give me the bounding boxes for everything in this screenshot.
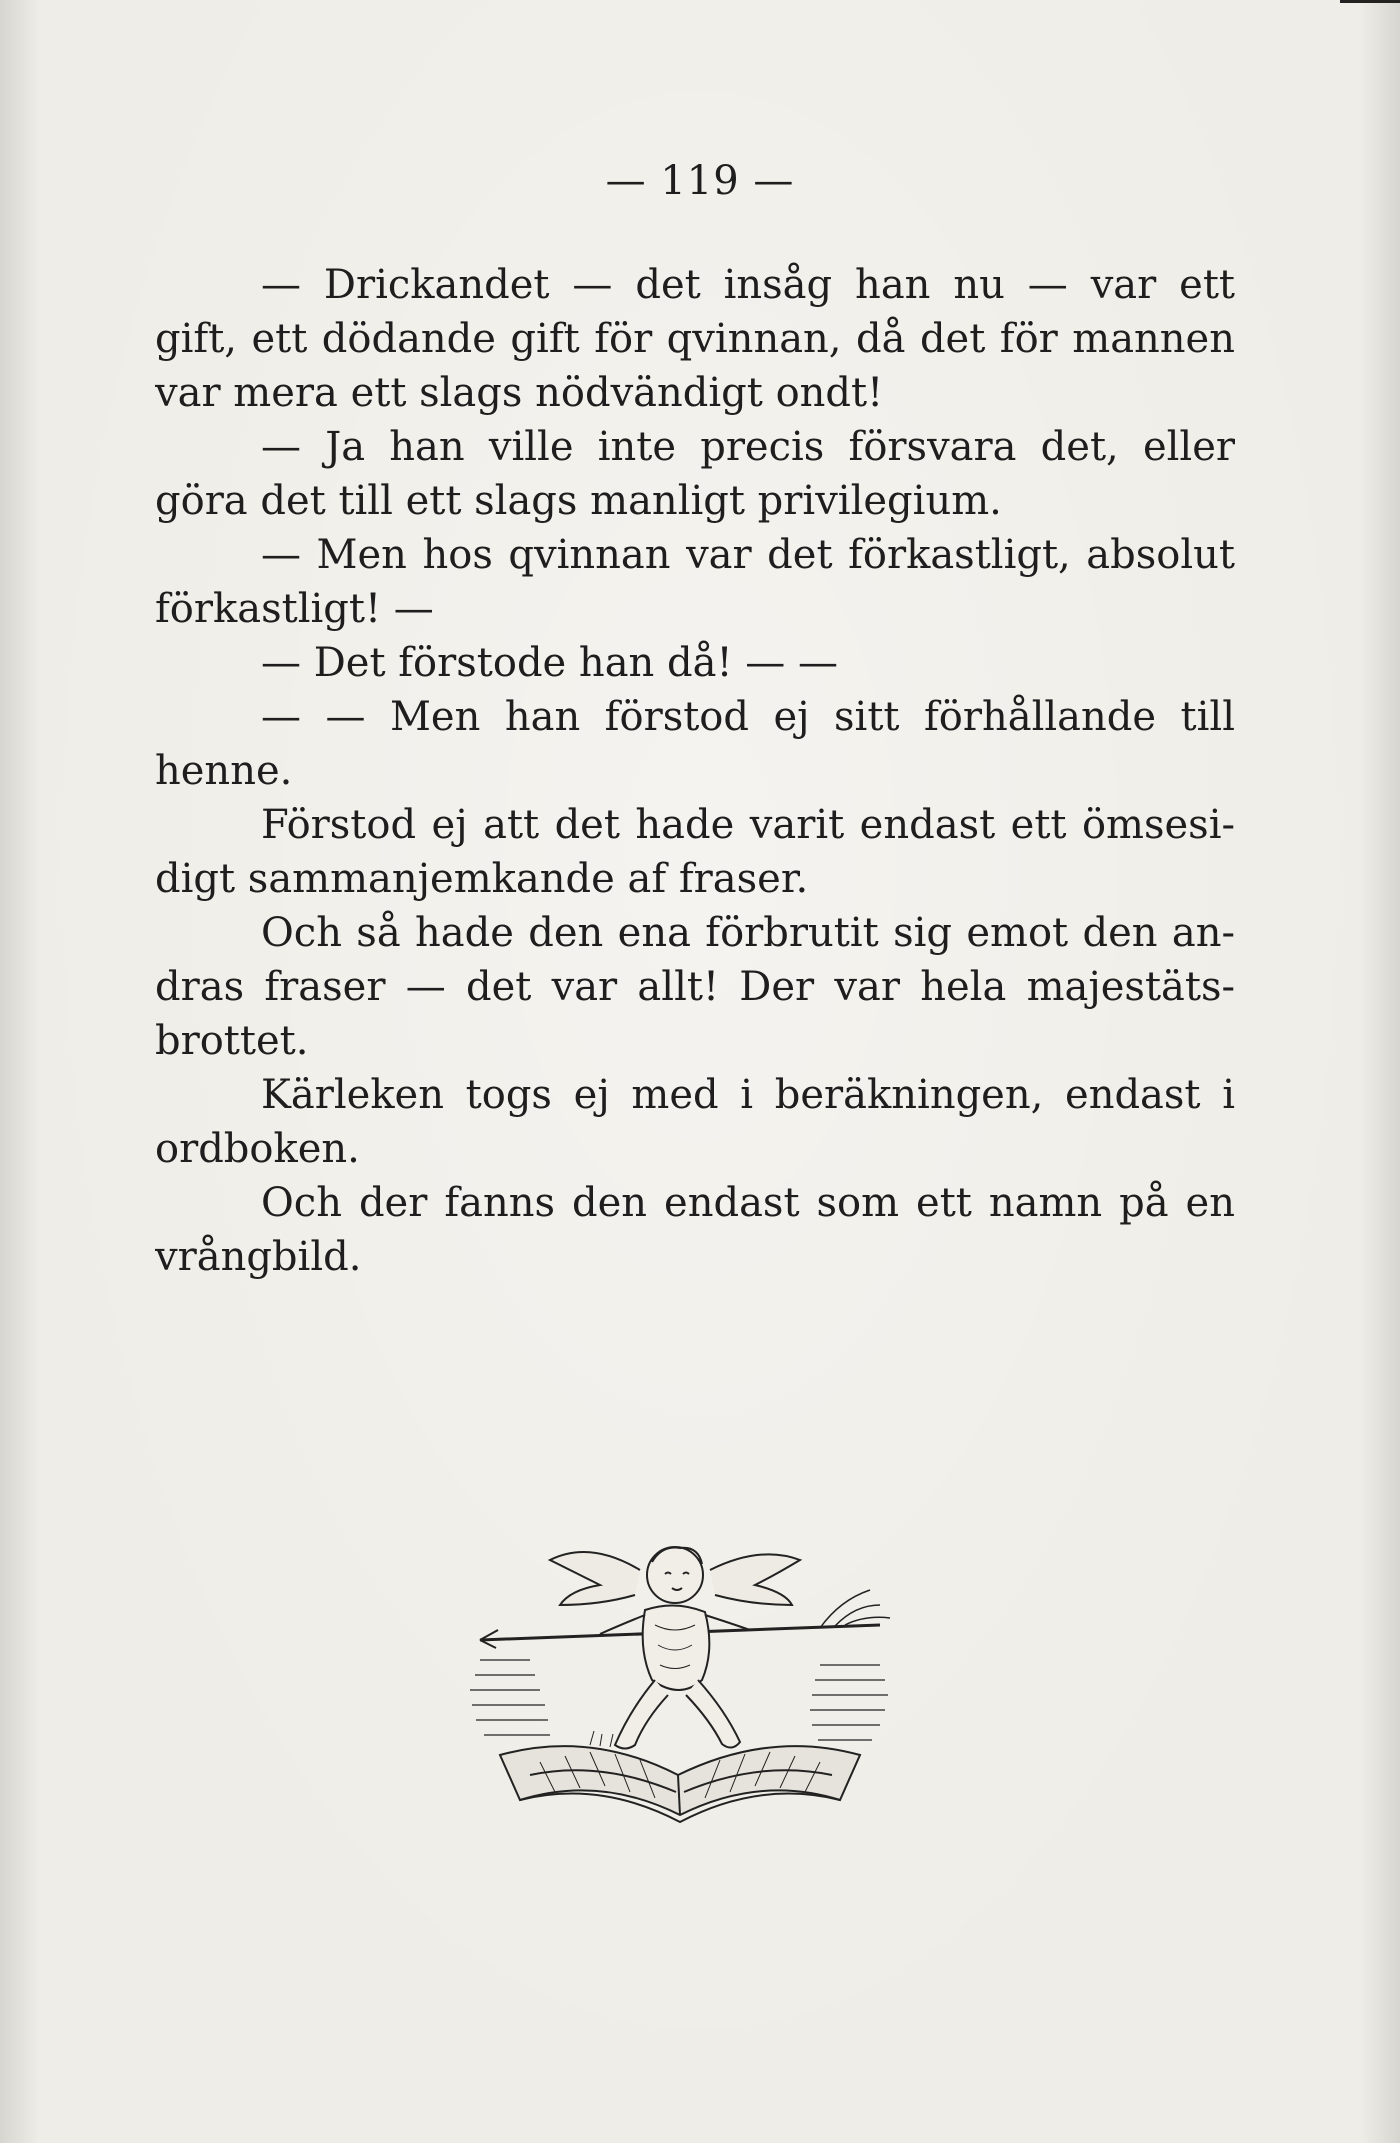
- text-line: — Drickandet — det insåg han nu — var ett: [261, 262, 1235, 308]
- text-line: gift, ett dödande gift för qvinnan, då det för mannen: [155, 316, 1235, 362]
- text-line: Och så hade den ena förbrutit sig emot den an-: [261, 910, 1235, 956]
- text-line: — Men hos qvinnan var det förkastligt, absolut: [261, 532, 1235, 578]
- text-line: förkastligt! —: [155, 586, 434, 632]
- page-number: — 119 —: [605, 158, 795, 204]
- text-line: vrångbild.: [155, 1234, 362, 1280]
- text-line: Förstod ej att det hade varit endast ett ömsesi-: [261, 802, 1235, 848]
- text-line: Och der fanns den endast som ett namn på en: [261, 1180, 1235, 1226]
- text-line: — Det förstode han då! — —: [261, 640, 838, 686]
- text-line: ordboken.: [155, 1126, 360, 1172]
- text-line: dras fraser — det var allt! Der var hela majestäts-: [155, 964, 1235, 1010]
- cherub-book-vignette: [440, 1530, 920, 1830]
- text-line: brottet.: [155, 1018, 309, 1064]
- body-text: [155, 258, 1235, 1284]
- edge-rule: [1340, 0, 1400, 3]
- text-line: digt sammanjemkande af fraser.: [155, 856, 809, 902]
- text-line: — Ja han ville inte precis försvara det, eller: [261, 424, 1235, 470]
- text-line: göra det till ett slags manligt privilegium.: [155, 478, 1002, 524]
- text-line: — — Men han förstod ej sitt förhållande till: [261, 694, 1235, 740]
- text-line: henne.: [155, 748, 293, 794]
- text-line: var mera ett slags nödvändigt ondt!: [155, 370, 884, 416]
- text-line: Kärleken togs ej med i beräkningen, endast i: [261, 1072, 1235, 1118]
